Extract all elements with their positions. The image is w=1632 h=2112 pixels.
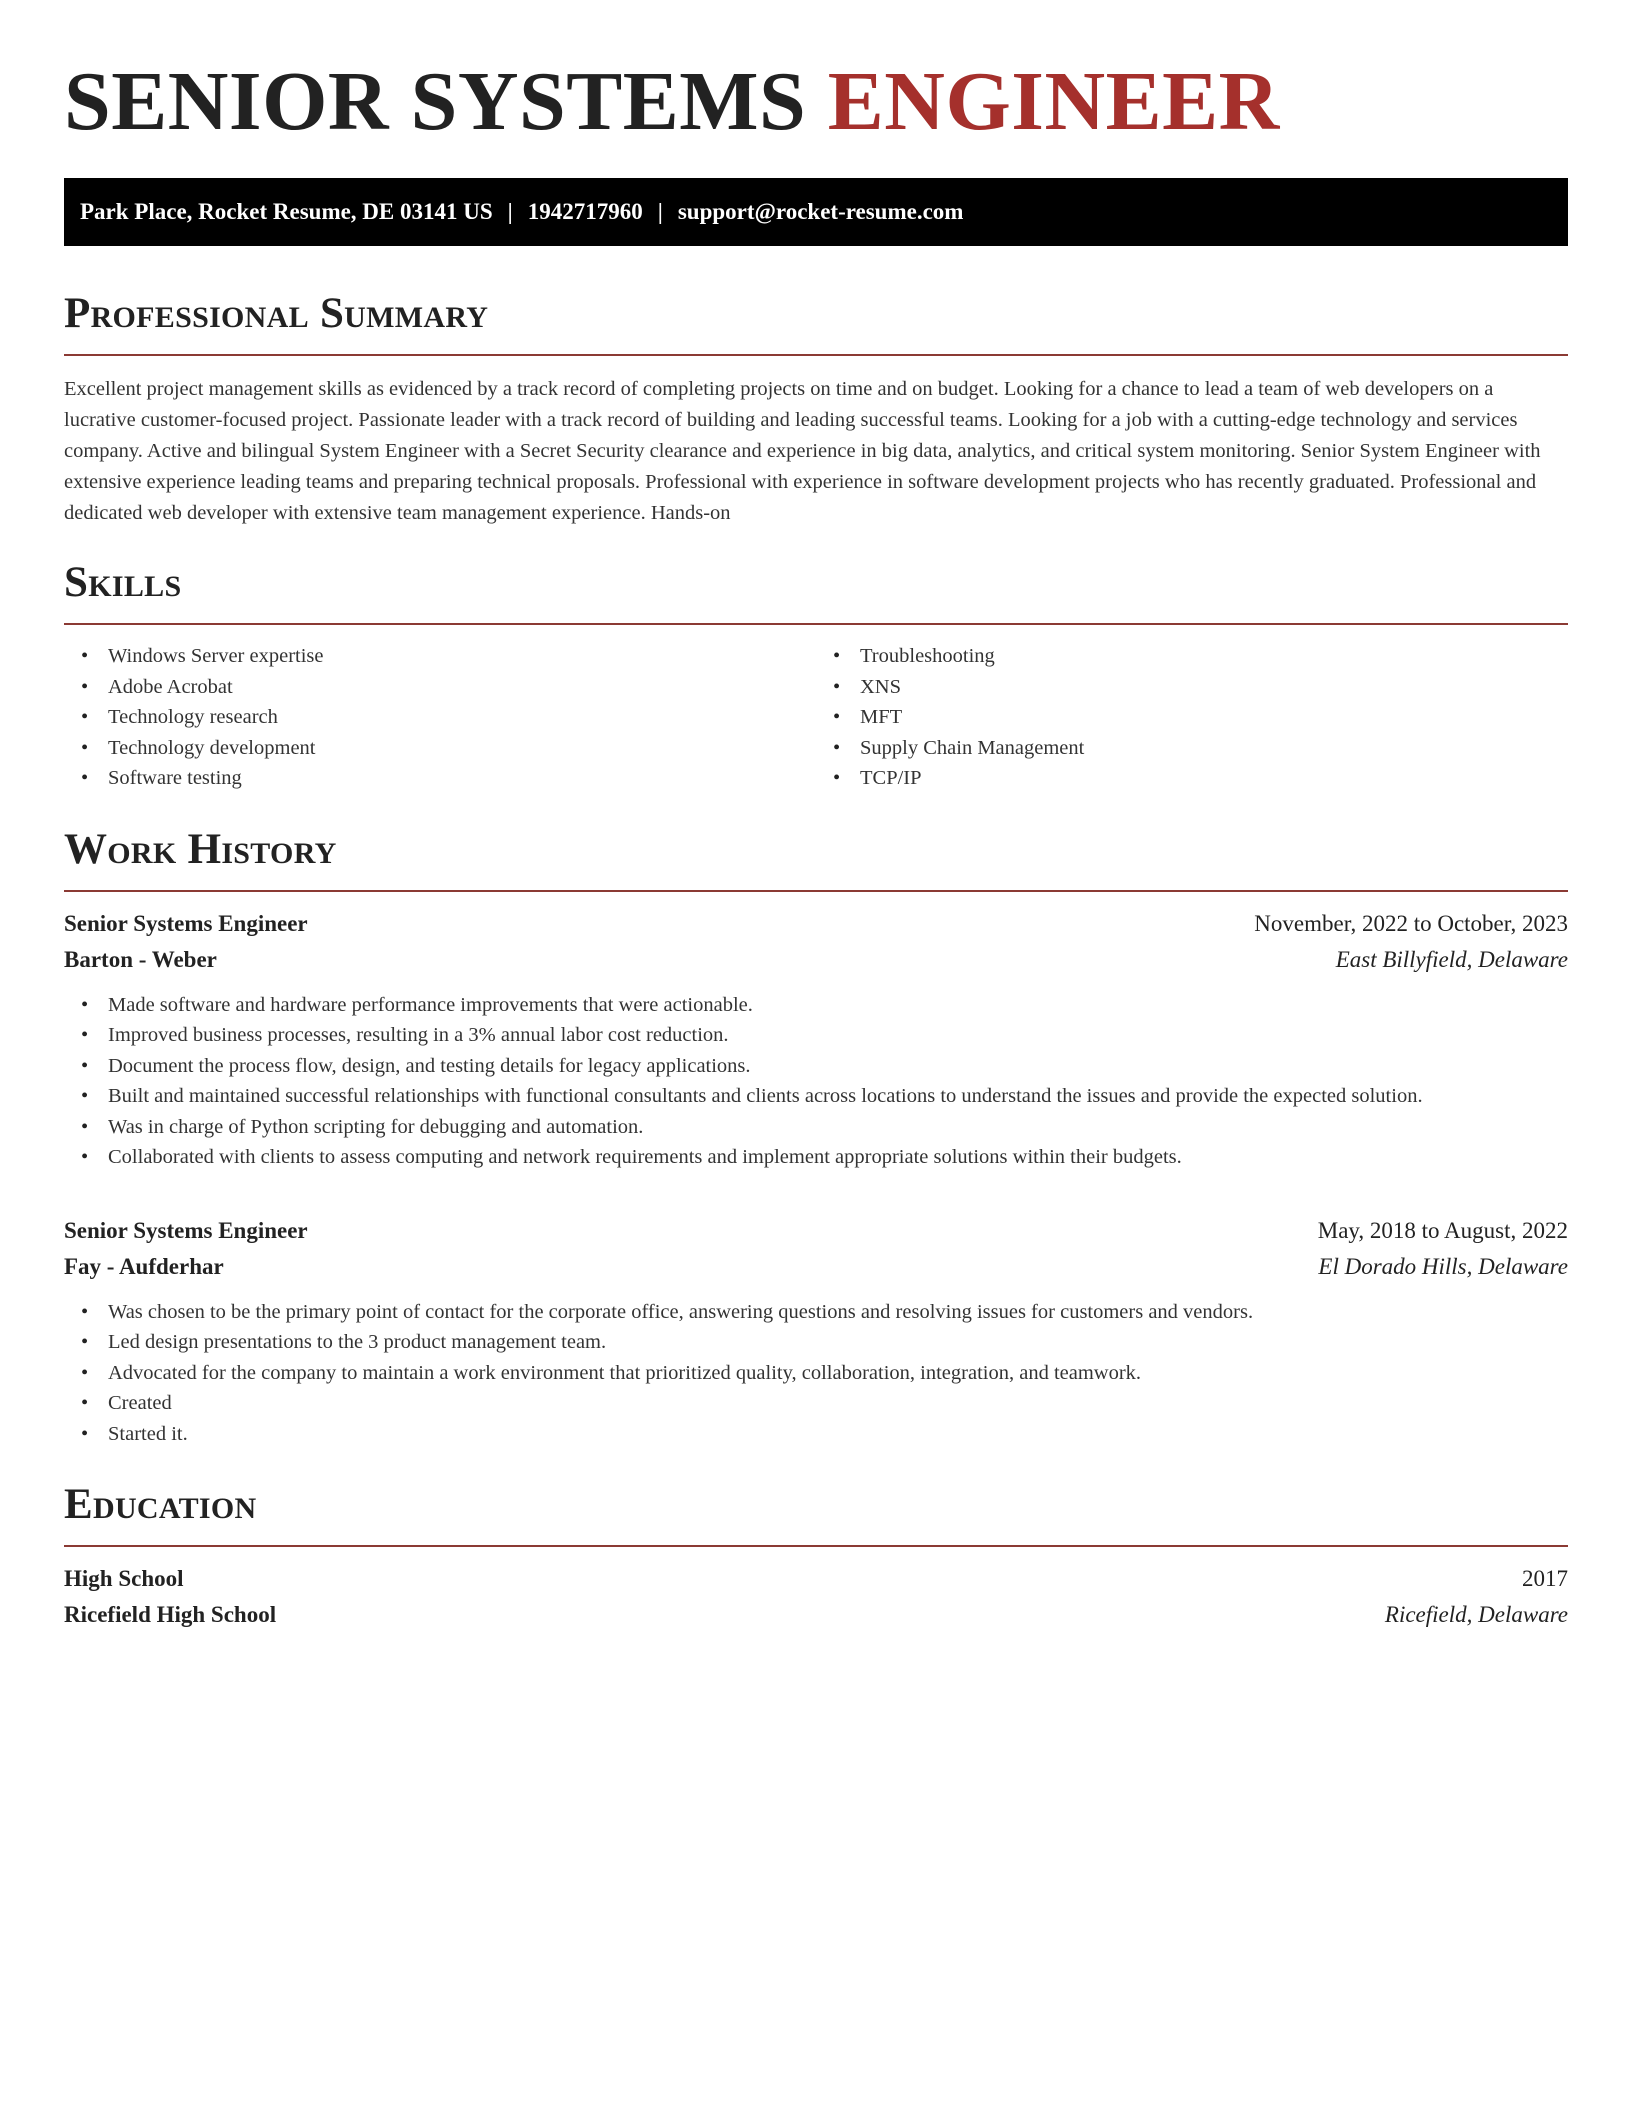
job-bullet: • Led design presentations to the 3 product management team. [108, 1327, 1568, 1358]
work-history-title: Work History [64, 825, 337, 873]
job-entry [64, 906, 1568, 1173]
education-school: Ricefield High School [64, 1602, 277, 1627]
summary-section [64, 290, 1568, 529]
education-location: Ricefield, Delaware [1384, 1602, 1568, 1627]
job-location: El Dorado Hills, Delaware [1318, 1253, 1568, 1279]
name-part-2: ENGINEER [827, 55, 1280, 148]
skills-column-right [816, 641, 1568, 794]
summary-title: Professional Summary [64, 290, 489, 337]
education-section [64, 1481, 1568, 1633]
skill-item: • Technology development [108, 733, 816, 764]
job-company: Fay - Aufderhar [64, 1253, 224, 1279]
skills-column-left [64, 641, 816, 794]
job-bullet: • Document the process flow, design, and testing details for legacy applications. [108, 1051, 1568, 1082]
resume-name [64, 52, 1568, 152]
job-bullet: • Collaborated with clients to assess computing and network requirements and implement appropriate solutions within their budgets. [108, 1142, 1568, 1173]
skills-grid [64, 641, 1568, 794]
job-bullet: • Created [108, 1388, 1568, 1419]
job-company-row [64, 1249, 1568, 1285]
skills-title: Skills [64, 559, 182, 606]
job-header-row [64, 906, 1568, 942]
education-entry [64, 1561, 1568, 1633]
job-entry [64, 1213, 1568, 1450]
job-bullet: • Improved business processes, resulting in a 3% annual labor cost reduction. [108, 1020, 1568, 1051]
job-bullet: • Was in charge of Python scripting for debugging and automation. [108, 1112, 1568, 1143]
contact-separator: | [657, 199, 663, 224]
job-company-row [64, 942, 1568, 978]
education-header-row [64, 1561, 1568, 1597]
job-dates: November, 2022 to October, 2023 [1254, 910, 1568, 936]
contact-bar [64, 178, 1568, 246]
job-bullet: • Started it. [108, 1419, 1568, 1450]
section-divider [64, 623, 1568, 625]
skill-item: • TCP/IP [860, 763, 1568, 794]
skill-item: • Supply Chain Management [860, 733, 1568, 764]
job-title: Senior Systems Engineer [64, 910, 308, 936]
skill-item: • MFT [860, 702, 1568, 733]
job-header-row [64, 1213, 1568, 1249]
section-divider [64, 1545, 1568, 1547]
skill-item: • Adobe Acrobat [108, 672, 816, 703]
summary-text: Excellent project management skills as evidenced by a track record of completing projects on time and on budget. Looking for a chance to lead a team of web developers on a lucrative customer-focused project. Passionate leader with a track record of building and leading successful teams. Looking for a job with a cutting-edge technology and services company. Active and bilingual System Engineer with a Secret Security clearance and experience in big data, analytics, and critical system monitoring. Senior System Engineer with extensive experience leading teams and preparing technical proposals. Professional with experience in software development projects who has recently graduated. Professional and dedicated web developer with extensive team management experience. Hands-on [64, 378, 1541, 524]
skills-section [64, 559, 1568, 794]
section-divider [64, 354, 1568, 356]
job-bullet: • Advocated for the company to maintain a work environment that prioritized quality, collaboration, integration, and teamwork. [108, 1358, 1568, 1389]
contact-address: Park Place, Rocket Resume, DE 03141 US [80, 199, 493, 224]
education-year: 2017 [1522, 1566, 1568, 1591]
job-company: Barton - Weber [64, 946, 217, 972]
job-location: East Billyfield, Delaware [1335, 946, 1568, 972]
job-bullet: • Made software and hardware performance improvements that were actionable. [108, 990, 1568, 1021]
job-bullets [64, 990, 1568, 1173]
contact-phone: 1942717960 [527, 199, 643, 224]
skill-item: • Troubleshooting [860, 641, 1568, 672]
job-bullet: • Built and maintained successful relationships with functional consultants and clients across locations to understand the issues and provide the expected solution. [108, 1081, 1568, 1112]
contact-separator: | [507, 199, 513, 224]
job-dates: May, 2018 to August, 2022 [1317, 1217, 1568, 1243]
job-title: Senior Systems Engineer [64, 1217, 308, 1243]
education-school-row [64, 1597, 1568, 1633]
skill-item: • XNS [860, 672, 1568, 703]
skill-item: • Technology research [108, 702, 816, 733]
contact-email: support@rocket-resume.com [677, 199, 964, 224]
education-title: Education [64, 1481, 257, 1528]
section-divider [64, 890, 1568, 892]
skill-item: • Windows Server expertise [108, 641, 816, 672]
name-part-1: SENIOR SYSTEMS [64, 55, 807, 148]
job-bullet: • Was chosen to be the primary point of contact for the corporate office, answering questions and resolving issues for customers and vendors. [108, 1297, 1568, 1328]
job-bullets [64, 1297, 1568, 1450]
work-history-section [64, 826, 1568, 1450]
skill-item: • Software testing [108, 763, 816, 794]
education-degree: High School [64, 1566, 184, 1591]
